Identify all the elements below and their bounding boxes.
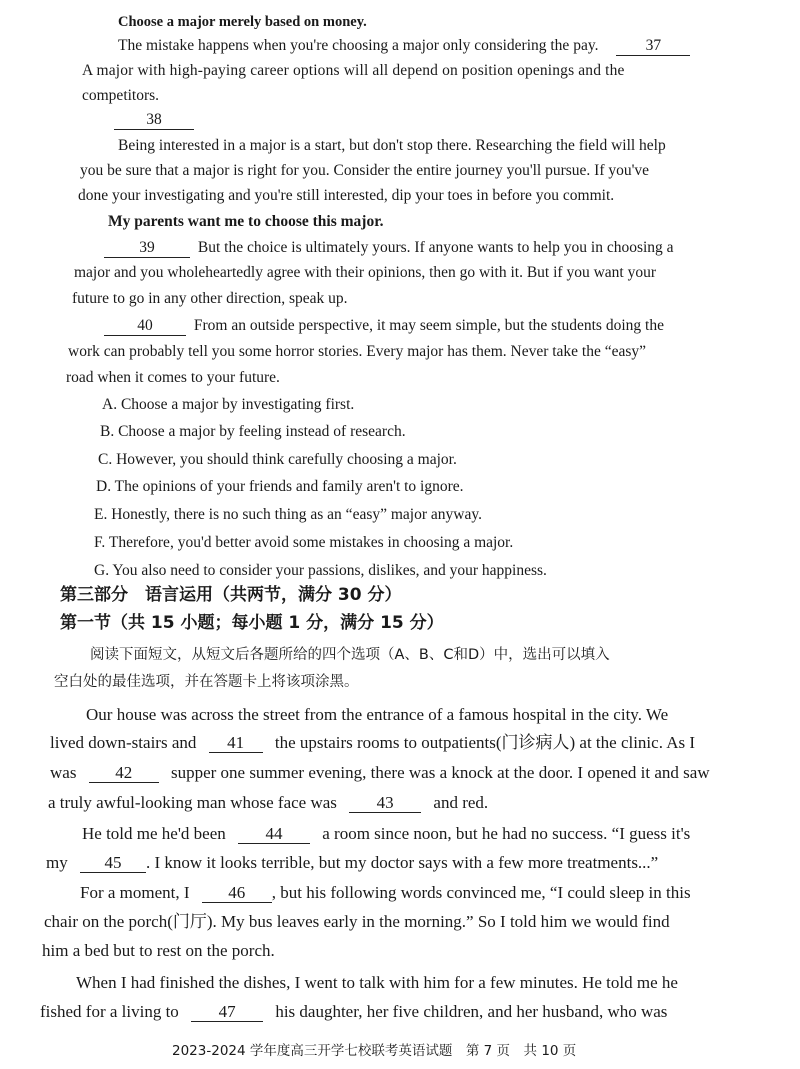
passage-line-8: chair on the porch(门厅). My bus leaves early in the morning.” So I told him we would find [44, 912, 670, 931]
section-one-title: 第一节（共 15 小题；每小题 1 分，满分 15 分） [60, 613, 444, 633]
paragraph-40-line2: work can probably tell you some horror stories. Every major has them. Never take the “easy” [68, 343, 647, 360]
option-g: G. You also need to consider your passions, dislikes, and your happiness. [94, 562, 547, 579]
option-f: F. Therefore, you'd better avoid some mistakes in choosing a major. [94, 534, 514, 551]
instruction-line2: 空白处的最佳选项，并在答题卡上将该项涂黑。 [54, 674, 359, 690]
option-e: E. Honestly, there is no such thing as an “easy” major anyway. [94, 506, 482, 523]
blank-38-line [110, 110, 198, 130]
blank-44: 44 [238, 825, 310, 844]
passage-line-10: When I had finished the dishes, I went to talk with him for a few minutes. He told me he [76, 973, 678, 992]
paragraph-40-line1: 40 From an outside perspective, it may seem simple, but the students doing the [100, 316, 664, 336]
paragraph-38-line3: done your investigating and you're still interested, dip your toes in before you commit. [78, 187, 615, 204]
passage-line-1: Our house was across the street from the entrance of a famous hospital in the city. We [86, 705, 669, 724]
passage-line-9: him a bed but to rest on the porch. [42, 941, 275, 960]
option-b: B. Choose a major by feeling instead of research. [100, 423, 406, 440]
heading-parents: My parents want me to choose this major. [108, 213, 384, 230]
blank-40: 40 [104, 317, 186, 336]
passage-line-7: For a moment, I 46 , but his following words convinced me, “I could sleep in this [80, 883, 691, 902]
paragraph-37-line2: A major with high-paying career options will all depend on position openings and the [82, 62, 625, 79]
blank-47: 47 [191, 1003, 263, 1022]
blank-42: 42 [89, 764, 159, 783]
blank-45: 45 [80, 854, 146, 873]
option-d: D. The opinions of your friends and family aren't to ignore. [96, 478, 464, 495]
paragraph-40-line3: road when it comes to your future. [66, 369, 280, 386]
paragraph-37-line1: The mistake happens when you're choosing a major only considering the pay. 37 [118, 36, 694, 56]
blank-41: 41 [209, 734, 263, 753]
option-c: C. However, you should think carefully choosing a major. [98, 451, 457, 468]
blank-39: 39 [104, 239, 190, 258]
passage-line-2: lived down-stairs and 41 the upstairs rooms to outpatients(门诊病人) at the clinic. As I [50, 733, 696, 752]
heading-money: Choose a major merely based on money. [118, 14, 367, 30]
page-footer: 2023-2024 学年度高三开学七校联考英语试题 第 7 页 共 10 页 [172, 1043, 577, 1059]
paragraph-39-line2: major and you wholeheartedly agree with their opinions, then go with it. But if you want your [74, 264, 656, 281]
instruction-line1: 阅读下面短文，从短文后各题所给的四个选项（A、B、C和D）中，选出可以填入 [90, 647, 610, 663]
blank-38: 38 [114, 111, 194, 130]
blank-43: 43 [349, 794, 421, 813]
paragraph-38-line2: you be sure that a major is right for you. Consider the entire journey you'll pursue. If you've [80, 162, 650, 179]
passage-line-3: was 42 supper one summer evening, there was a knock at the door. I opened it and saw [50, 763, 710, 782]
option-a: A. Choose a major by investigating first. [102, 396, 355, 413]
paragraph-37-line3: competitors. [82, 87, 160, 104]
part-three-title: 第三部分 语言运用（共两节，满分 30 分） [60, 585, 402, 605]
paragraph-38-line1: Being interested in a major is a start, but don't stop there. Researching the field will help [118, 137, 666, 154]
blank-46: 46 [202, 884, 272, 903]
passage-line-5: He told me he'd been 44 a room since noon, but he had no success. “I guess it's [82, 824, 691, 843]
passage-line-11: fished for a living to 47 his daughter, her five children, and her husband, who was [40, 1002, 668, 1021]
passage-line-6: my 45 . I know it looks terrible, but my doctor says with a few more treatments...” [46, 853, 659, 872]
paragraph-39-line1: 39 But the choice is ultimately yours. If anyone wants to help you in choosing a [100, 238, 674, 258]
paragraph-39-line3: future to go in any other direction, speak up. [72, 290, 348, 307]
passage-line-4: a truly awful-looking man whose face was 43 and red. [48, 793, 489, 812]
blank-37: 37 [616, 37, 690, 56]
